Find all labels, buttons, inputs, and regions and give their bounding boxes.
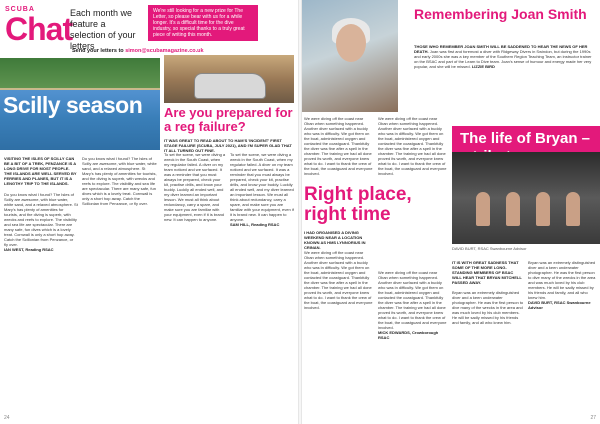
right-place-signature: MICK EDWARDS, Crowborough RSAC	[378, 330, 439, 340]
joan-body	[414, 44, 596, 116]
bryan-body-text-2: Bryan was an extremely distinguished diver and a keen underwater photographer. He was the first person to dive many of the wrecks in the area and was much loved by his club members. He will be sadly missed by his friends and family, and all who knew him.	[528, 260, 596, 300]
logo-main-text: Chat	[5, 11, 73, 47]
bryan-photo-caption: DAVID BURT, RSAC Swanbourne Advisor	[452, 246, 527, 251]
right-place-body-intro	[304, 116, 374, 182]
joan-signature: LIZZIE BIRD	[471, 64, 495, 69]
prepared-body-col2	[230, 152, 294, 407]
scilly-photo-land	[0, 58, 160, 90]
car-photo	[164, 55, 294, 103]
bryan-photo-person	[536, 192, 550, 226]
bryan-photo	[452, 152, 600, 244]
bryan-photo-person	[566, 192, 580, 226]
send-letters-label: Send your letters to	[72, 48, 124, 54]
send-letters-line	[72, 48, 204, 54]
bryan-body-col1	[452, 290, 524, 407]
bryan-body-col2	[528, 260, 598, 407]
joan-title: Remembering Joan Smith	[414, 6, 587, 22]
right-page-number: 27	[590, 415, 596, 421]
prepared-signature: SAM HILL, Reading RSAC	[230, 222, 280, 227]
bryan-title: The life of Bryan –	[460, 130, 591, 147]
joan-lede: THOSE WHO REMEMBER JOAN SMITH WILL BE SADDENED TO HEAR THE NEWS OF HER DEATH.	[414, 44, 588, 54]
right-page	[302, 0, 600, 424]
joan-photo	[302, 0, 398, 112]
letters-email-link[interactable]: simon@scubamagazine.co.uk	[125, 48, 204, 54]
scilly-signature: IAN WEST, Reading RSAC	[4, 247, 54, 252]
scilly-lede: VISITING THE ISLES OF SCILLY CAN BE A BIT OF A TREK, PENZANCE IS A LONG DRIVE FOR MOST PEOPLE. THE ISLANDS ARE WELL SERVED BY FERRIES AND PLANES, BUT IT IS A LENGTHY TRIP TO THE ISLANDS.	[4, 156, 77, 186]
scilly-body-col2	[82, 156, 158, 407]
right-place-body-col2-text: We were diving off the coast near Oban when something happened. Another diver surfaced with a buddy who was in difficulty. We got them on the boat, administered oxygen and contacted the coastguard. Thankfully the diver was fine after a spell in the chamber. The training we had all done proved its worth, and everyone knew what to do. I want to thank the crew of the boat, the coastguard and everyone involved.	[378, 116, 447, 176]
right-place-body-intro-text: We were diving off the coast near Oban when something happened. Another diver surfaced with a buddy who was in difficulty. We got them on the boat, administered oxygen and contacted the coastguard. Thankfully the diver was fine after a spell in the chamber. The training we had all done proved its worth, and everyone knew what to do. I want to thank the crew of the boat, the coastguard and everyone involved.	[304, 116, 373, 176]
section-intro: Each month we feature a selection of your letters	[70, 8, 136, 51]
scilly-body	[4, 192, 78, 407]
scilly-body-text-2: Do you know what I found? The Isles of Scilly are awesome, with blue water, white sand, and a relaxed atmosphere. St Mary's has plenty of amenities for tourists, and the diving is superb, with wrecks and reefs to explore. The visibility and sea life are spectacular. There are many safe, fun dives which is a lovely treat. Cornwall is only a short hop away. Catch the Scillonian from Penzance, or fly over.	[82, 156, 157, 206]
logo-top-text: SCUBA	[5, 6, 35, 13]
prepared-body-text: To set the scene, we were diving a wreck in the South Coast, when my regulator failed. A diver on my team noticed and we surfaced. It was a reminder that you must always be prepared, check your kit, practise drills, and know your buddy. Luckily all ended well, and my diver learned an important lesson. We must all think about redundancy, carry a spare, and make sure you are familiar with your equipment, even if it is brand new. It can happen to anyone.	[164, 152, 226, 222]
right-place-title: Right place, right time	[304, 184, 412, 225]
bryan-photo-person	[506, 192, 520, 226]
left-page	[0, 0, 298, 424]
scilly-body-text: Do you know what I found? The Isles of Scilly are awesome, with blue water, white sand, and a relaxed atmosphere. St Mary's has plenty of amenities for tourists, and the diving is superb, with wrecks and reefs to explore. The visibility and sea life are spectacular. There are many safe, fun dives which is a lovely treat. Cornwall is only a short hop away. Catch the Scillonian from Penzance, or fly over.	[4, 192, 78, 247]
right-place-body-text-2: We were diving off the coast near Oban when something happened. Another diver surfaced with a buddy who was in difficulty. We got them on the boat, administered oxygen and contacted the coastguard. Thankfully the diver was fine after a spell in the chamber. The training we had all done proved its worth, and everyone knew what to do. I want to thank the crew of the boat, the coastguard and everyone involved.	[378, 270, 447, 330]
bryan-signature: DAVID BURT, RSAC Swanbourne Advisor	[528, 300, 591, 310]
bryan-body-text: Bryan was an extremely distinguished diver and a keen underwater photographer. He was the first person to dive many of the wrecks in the area and was much loved by his club members. He will be sadly missed by his friends and family, and all who knew him.	[452, 290, 524, 325]
prize-box: We're still looking for a new prize for The Letter, so please bear with us for a while longer. It's a difficult time for the dive industry, so special thanks to a truly great piece of writing this month.	[148, 5, 258, 41]
scilly-title: Scilly season	[3, 92, 143, 118]
prepared-lede: IT WAS GREAT TO READ ABOUT TO HAM'S 'INCIDENT' FIRST STAGE FAILURE (SCUBA, JULY 2021), AND I'M SUPER GLAD THAT IT ALL TURNED OUT FINE.	[164, 138, 292, 153]
right-place-body-col1	[304, 250, 374, 407]
prepared-title: Are you prepared for a reg failure?	[164, 105, 293, 134]
scuba-chat-logo	[5, 6, 73, 47]
right-place-body-text: We were diving off the coast near Oban when something happened. Another diver surfaced with a buddy who was in difficulty. We got them on the boat, administered oxygen and contacted the coastguard. Thankfully the diver was fine after a spell in the chamber. The training we had all done proved its worth, and everyone knew what to do. I want to thank the crew of the boat, the coastguard and everyone involved.	[304, 250, 373, 310]
prepared-body-col1	[164, 152, 226, 407]
joan-photo-face	[336, 24, 366, 62]
bryan-lede: IT IS WITH GREAT SADNESS THAT SOME OF THE MORE LONG-STANDING MEMBERS OF BSAC WILL HEAR THAT BRYAN MITCHELL PASSED AWAY.	[452, 260, 522, 285]
bryan-photo-person	[476, 192, 490, 226]
joan-body-text: Joan was first and foremost a diver with Ridgeway Divers in Swindon, but during the 1990s and early 2000s she was a key member of the Southern Region Teaching Team, an instructor trainer on the BSAC and part of the Learn to Dive team. Joan's sense of humour and energy made her very popular, and she will be missed.	[414, 49, 592, 69]
right-place-body-col3	[378, 270, 448, 407]
right-place-lede: I HAD ORGANISED A DIVING WEEKEND NEAR A LOCATION KNOWN AS HMS LYNNORIUS IN CRINAN.	[304, 230, 366, 250]
prepared-body-text-2: To set the scene, we were diving a wreck in the South Coast, when my regulator failed. A diver on my team noticed and we surfaced. It was a reminder that you must always be prepared, check your kit, practise drills, and know your buddy. Luckily all ended well, and my diver learned an important lesson. We must all think about redundancy, carry a spare, and make sure you are familiar with your equipment, even if it is brand new. It can happen to anyone.	[230, 152, 294, 222]
car-shape	[194, 73, 266, 99]
left-page-number: 24	[4, 415, 10, 421]
